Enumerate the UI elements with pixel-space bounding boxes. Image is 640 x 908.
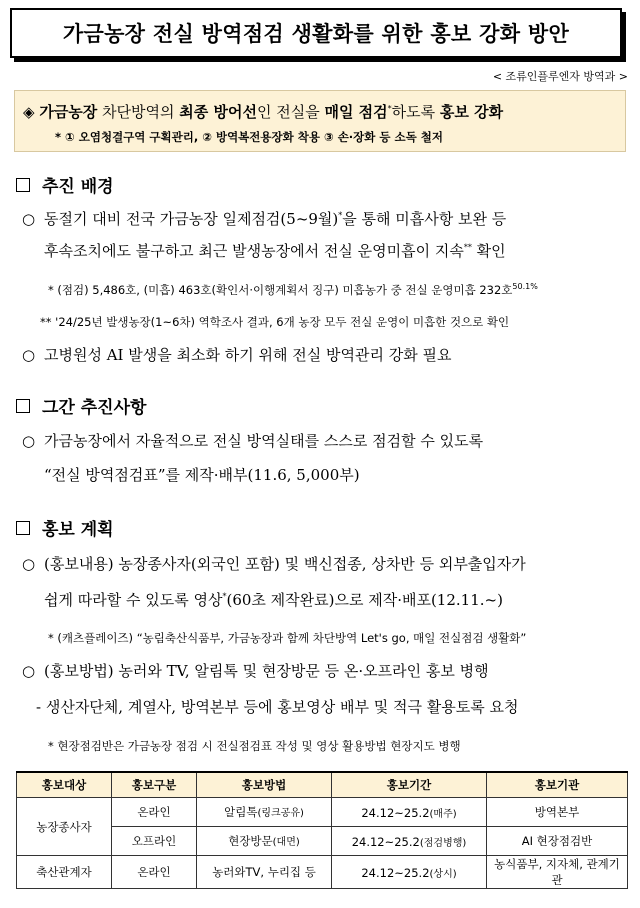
summary-line — [23, 101, 503, 122]
text: 동절기 대비 전국 가금농장 일제점검(5~9월) — [44, 210, 339, 228]
table-row — [17, 798, 628, 827]
background-item-1-cont — [44, 240, 506, 261]
table-cell: 농식품부, 지자체, 관계기관 — [487, 856, 628, 889]
table-row — [17, 856, 628, 889]
progress-item-1 — [22, 430, 483, 451]
text: 후속조치에도 불구하고 최근 발생농장에서 전실 운영미흡이 지속 — [44, 242, 464, 260]
section-heading-progress — [16, 393, 146, 418]
text: (점검병행) — [419, 837, 467, 849]
summary-part: 하도록 — [391, 103, 440, 121]
table-cell: 온라인 — [112, 856, 197, 889]
diamond-bullet-icon: ◈ — [23, 103, 35, 121]
text: 확인 — [471, 242, 506, 260]
text: 고병원성 AI 발생을 최소화 하기 위해 전실 방역관리 강화 필요 — [44, 346, 452, 364]
circle-bullet-icon: ○ — [22, 432, 36, 450]
department-label: < 조류인플루엔자 방역과 > — [492, 70, 628, 83]
table-header: 홍보기간 — [332, 772, 487, 798]
text: 24.12~25.2 — [361, 865, 430, 880]
text: 을 통해 미흡사항 보완 등 — [342, 210, 507, 228]
text: 24.12~25.2 — [361, 805, 430, 820]
table-header: 홍보대상 — [17, 772, 112, 798]
table-cell: 방역본부 — [487, 798, 628, 827]
square-bullet-icon — [16, 399, 30, 413]
table-cell — [197, 856, 332, 889]
table-cell: 오프라인 — [112, 827, 197, 856]
background-item-2 — [22, 344, 451, 365]
table-cell — [332, 827, 487, 856]
text: 농러와TV, 누리집 등 — [212, 865, 316, 879]
summary-note: * ① 오염청결구역 구획관리, ② 방역복전용장화 착용 ③ 손·장화 등 소독 철저 — [55, 130, 443, 144]
summary-star: * — [387, 104, 392, 113]
text: (대면) — [272, 837, 300, 848]
section-title: 그간 추진사항 — [42, 398, 147, 418]
text: 24.12~25.2 — [351, 834, 420, 849]
square-bullet-icon — [16, 178, 30, 192]
text: * (점검) 5,486호, (미흡) 463호(확인서·이행계획서 징구) 미흡농가 중 전실 운영미흡 232호 — [48, 283, 513, 297]
plan-item-2-sub: - 생산자단체, 계열사, 방역본부 등에 홍보영상 배부 및 적극 활용토록 요청 — [36, 698, 519, 716]
table-cell: AI 현장점검반 — [487, 827, 628, 856]
text: (홍보내용) 농장종사자(외국인 포함) 및 백신접종, 상차반 등 외부출입자가 — [44, 555, 526, 573]
table-cell: 농장종사자 — [17, 798, 112, 856]
summary-part: 매일 점검 — [324, 103, 388, 121]
plan-note-2: * 현장점검반은 가금농장 점검 시 전실점검표 작성 및 영상 활용방법 현장지도 병행 — [48, 739, 461, 753]
summary-box — [14, 90, 626, 152]
text: (60초 제작완료)으로 제작·배포(12.11.~) — [226, 591, 503, 609]
section-title: 홍보 계획 — [42, 520, 114, 540]
plan-note-1: * (캐츠플레이즈) “농림축산식품부, 가금농장과 함께 차단방역 Let's go, 매일 전실점검 생활화” — [48, 631, 527, 645]
table-cell — [197, 827, 332, 856]
star: ** — [463, 243, 472, 252]
text: (홍보방법) 농러와 TV, 알림톡 및 현장방문 등 온·오프라인 홍보 병행 — [44, 662, 489, 680]
text: 쉽게 따라할 수 있도록 영상 — [44, 591, 223, 609]
table-cell: 축산관계자 — [17, 856, 112, 889]
section-heading-background — [16, 172, 114, 197]
background-note-1 — [48, 282, 538, 298]
plan-item-1 — [22, 553, 526, 574]
table-header: 홍보기관 — [487, 772, 628, 798]
table-header-row — [17, 772, 628, 798]
square-bullet-icon — [16, 521, 30, 535]
text: 현장방문 — [228, 834, 273, 848]
summary-part: 가금농장 — [39, 103, 98, 121]
table-header: 홍보구분 — [112, 772, 197, 798]
circle-bullet-icon: ○ — [22, 346, 36, 364]
table-cell — [332, 798, 487, 827]
star: * — [338, 211, 343, 220]
text: 가금농장에서 자율적으로 전실 방역실태를 스스로 점검할 수 있도록 — [44, 432, 484, 450]
text: 알림톡 — [224, 805, 258, 819]
text: (매주) — [429, 808, 457, 820]
summary-part: 인 전실을 — [256, 103, 325, 121]
circle-bullet-icon: ○ — [22, 662, 36, 680]
summary-part: 최종 방어선 — [179, 103, 257, 121]
circle-bullet-icon: ○ — [22, 210, 36, 228]
plan-item-2 — [22, 660, 489, 681]
table-cell: 온라인 — [112, 798, 197, 827]
summary-part: 홍보 강화 — [439, 103, 504, 121]
background-item-1 — [22, 208, 506, 229]
section-heading-plan — [16, 515, 114, 540]
page-title: 가금농장 전실 방역점검 생활화를 위한 홍보 강화 방안 — [10, 8, 622, 58]
percent: 50.1% — [512, 282, 538, 292]
summary-part: 차단방역의 — [97, 103, 180, 121]
progress-item-1-cont: “전실 방역점검표”를 제작·배부(11.6, 5,000부) — [44, 466, 360, 484]
table-cell — [332, 856, 487, 889]
circle-bullet-icon: ○ — [22, 555, 36, 573]
text: (링크공유) — [257, 808, 304, 819]
background-note-2: ** '24/25년 발생농장(1~6차) 역학조사 결과, 6개 농장 모두 전실 운영이 미흡한 것으로 확인 — [40, 315, 510, 329]
plan-item-1-cont — [44, 589, 503, 610]
section-title: 추진 배경 — [42, 177, 114, 197]
promotion-plan-table — [16, 771, 628, 889]
star: * — [222, 592, 227, 601]
table-cell — [197, 798, 332, 827]
text: (상시) — [429, 868, 457, 880]
table-header: 홍보방법 — [197, 772, 332, 798]
